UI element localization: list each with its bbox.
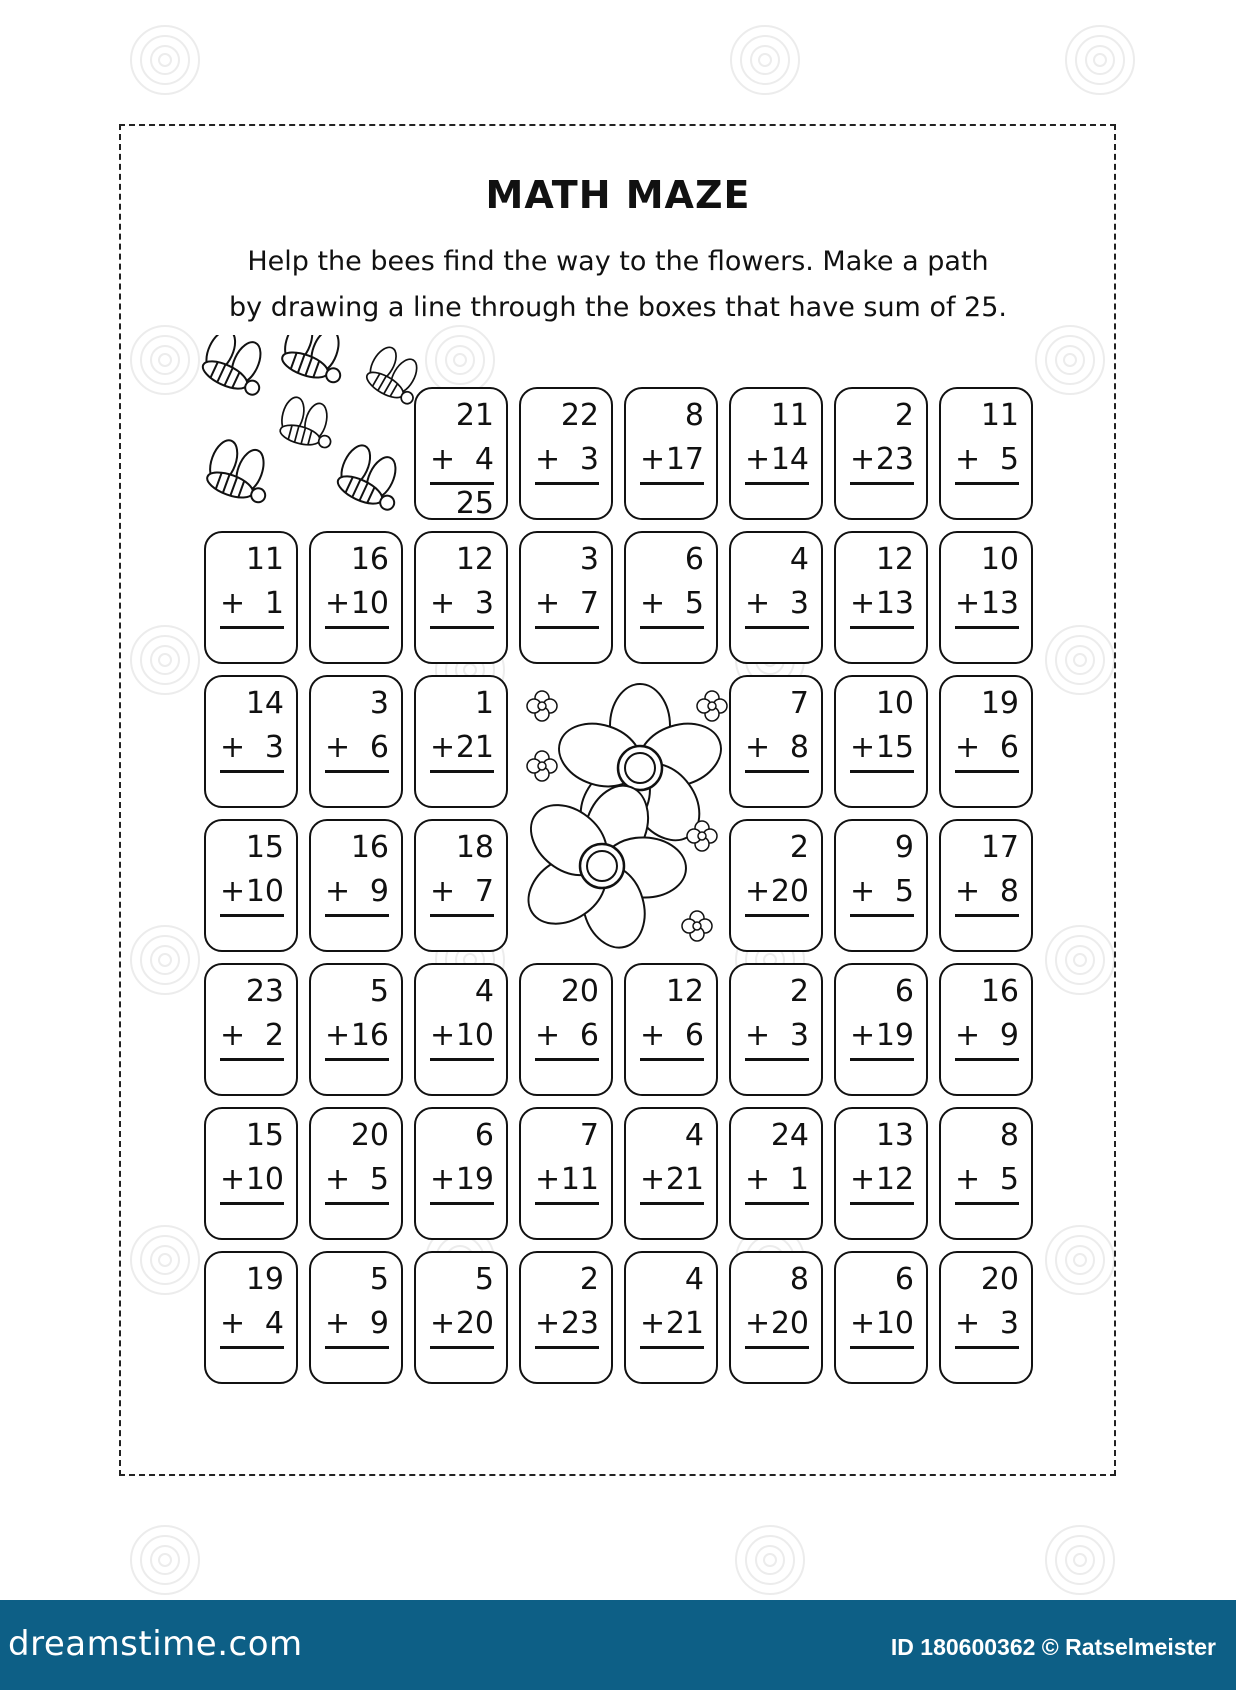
maze-cell[interactable] — [204, 675, 298, 808]
maze-cell[interactable] — [729, 963, 823, 1096]
addend-2: 3 — [999, 1306, 1019, 1341]
plus-sign: + — [955, 1306, 981, 1341]
plus-sign: + — [430, 586, 456, 621]
flowers-illustration — [522, 676, 730, 958]
addend-2: 13 — [980, 586, 1019, 621]
footer-bar — [0, 1600, 1236, 1690]
addend-1: 11 — [770, 398, 809, 433]
plus-sign: + — [220, 1306, 246, 1341]
addend-2: 7 — [579, 586, 599, 621]
addend-1: 7 — [579, 1118, 599, 1153]
maze-cell[interactable] — [624, 1251, 718, 1384]
addend-2: 21 — [455, 730, 494, 765]
maze-cell[interactable] — [414, 963, 508, 1096]
maze-cell[interactable] — [519, 531, 613, 664]
addend-2: 9 — [999, 1018, 1019, 1053]
maze-cell[interactable] — [309, 819, 403, 952]
addend-2: 3 — [789, 586, 809, 621]
addend-1: 17 — [980, 830, 1019, 865]
sum-line — [955, 1202, 1019, 1205]
maze-cell[interactable] — [834, 1107, 928, 1240]
maze-cell[interactable] — [624, 531, 718, 664]
maze-cell[interactable] — [204, 531, 298, 664]
sum-line — [430, 914, 494, 917]
maze-cell[interactable] — [834, 1251, 928, 1384]
sum-line — [850, 1058, 914, 1061]
page-title: MATH MAZE — [485, 173, 751, 217]
sum-line — [955, 1346, 1019, 1349]
addend-2: 23 — [560, 1306, 599, 1341]
plus-sign: + — [535, 1162, 561, 1197]
plus-sign: + — [850, 1018, 876, 1053]
addend-1: 15 — [245, 1118, 284, 1153]
maze-cell[interactable] — [204, 1107, 298, 1240]
addend-2: 6 — [999, 730, 1019, 765]
plus-sign: + — [535, 442, 561, 477]
plus-sign: + — [325, 730, 351, 765]
addend-2: 3 — [579, 442, 599, 477]
maze-cell[interactable] — [939, 963, 1033, 1096]
maze-cell[interactable] — [309, 531, 403, 664]
sum-line — [955, 482, 1019, 485]
sum-line — [745, 1346, 809, 1349]
plus-sign: + — [745, 1018, 771, 1053]
sum-line — [850, 914, 914, 917]
sum-line — [955, 770, 1019, 773]
maze-cell[interactable] — [204, 819, 298, 952]
maze-cell[interactable] — [939, 387, 1033, 520]
maze-cell[interactable] — [309, 963, 403, 1096]
plus-sign: + — [640, 1306, 666, 1341]
addend-1: 16 — [980, 974, 1019, 1009]
addend-2: 3 — [264, 730, 284, 765]
sum-line — [745, 482, 809, 485]
maze-cell[interactable] — [729, 675, 823, 808]
plus-sign: + — [430, 730, 456, 765]
plus-sign: + — [220, 1162, 246, 1197]
addend-2: 6 — [684, 1018, 704, 1053]
maze-cell[interactable] — [939, 531, 1033, 664]
sum-line — [640, 1346, 704, 1349]
addend-2: 5 — [999, 1162, 1019, 1197]
sum-line — [430, 626, 494, 629]
addend-2: 12 — [875, 1162, 914, 1197]
addend-1: 19 — [245, 1262, 284, 1297]
sum-line — [745, 626, 809, 629]
addend-1: 11 — [980, 398, 1019, 433]
maze-cell[interactable] — [834, 387, 928, 520]
site-logo[interactable]: dreamstime.com — [8, 1624, 303, 1664]
maze-cell[interactable] — [729, 1251, 823, 1384]
addend-1: 19 — [980, 686, 1019, 721]
sum-line — [955, 914, 1019, 917]
maze-cell[interactable] — [414, 675, 508, 808]
plus-sign: + — [325, 586, 351, 621]
addend-1: 5 — [369, 974, 389, 1009]
maze-cell[interactable] — [414, 387, 508, 520]
plus-sign: + — [955, 874, 981, 909]
maze-cell[interactable] — [309, 1107, 403, 1240]
plus-sign: + — [955, 1162, 981, 1197]
addend-1: 20 — [350, 1118, 389, 1153]
sum-line — [850, 1202, 914, 1205]
sum-line — [850, 770, 914, 773]
addend-1: 16 — [350, 542, 389, 577]
plus-sign: + — [640, 442, 666, 477]
addend-1: 18 — [455, 830, 494, 865]
addend-2: 7 — [474, 874, 494, 909]
addend-1: 7 — [789, 686, 809, 721]
plus-sign: + — [535, 586, 561, 621]
maze-cell[interactable] — [834, 963, 928, 1096]
sum-line — [535, 626, 599, 629]
addend-2: 1 — [264, 586, 284, 621]
plus-sign: + — [430, 1306, 456, 1341]
plus-sign: + — [745, 730, 771, 765]
addend-1: 13 — [875, 1118, 914, 1153]
plus-sign: + — [220, 1018, 246, 1053]
addend-2: 15 — [875, 730, 914, 765]
addend-1: 6 — [894, 1262, 914, 1297]
plus-sign: + — [430, 1162, 456, 1197]
plus-sign: + — [325, 874, 351, 909]
addend-2: 17 — [665, 442, 704, 477]
addend-2: 1 — [789, 1162, 809, 1197]
sum-line — [325, 626, 389, 629]
maze-cell[interactable] — [729, 531, 823, 664]
plus-sign: + — [640, 586, 666, 621]
maze-cell[interactable] — [519, 1107, 613, 1240]
addend-1: 2 — [579, 1262, 599, 1297]
addend-1: 6 — [474, 1118, 494, 1153]
plus-sign: + — [745, 442, 771, 477]
sum-line — [430, 770, 494, 773]
maze-cell[interactable] — [519, 963, 613, 1096]
addend-2: 6 — [579, 1018, 599, 1053]
addend-1: 3 — [369, 686, 389, 721]
maze-cell[interactable] — [309, 1251, 403, 1384]
addend-2: 5 — [894, 874, 914, 909]
sum-line — [325, 914, 389, 917]
addend-2: 8 — [789, 730, 809, 765]
addend-2: 6 — [369, 730, 389, 765]
sum-line — [430, 482, 494, 485]
maze-cell[interactable] — [309, 675, 403, 808]
plus-sign: + — [535, 1018, 561, 1053]
maze-cell[interactable] — [204, 963, 298, 1096]
sum-line — [430, 1346, 494, 1349]
addend-1: 3 — [579, 542, 599, 577]
maze-cell[interactable] — [204, 1251, 298, 1384]
plus-sign: + — [430, 874, 456, 909]
sum-line — [220, 1346, 284, 1349]
sum-line — [430, 1058, 494, 1061]
addend-2: 10 — [875, 1306, 914, 1341]
maze-cell[interactable] — [519, 387, 613, 520]
plus-sign: + — [535, 1306, 561, 1341]
addend-1: 23 — [245, 974, 284, 1009]
plus-sign: + — [955, 1018, 981, 1053]
addend-1: 4 — [789, 542, 809, 577]
addend-1: 2 — [789, 974, 809, 1009]
plus-sign: + — [850, 1306, 876, 1341]
addend-2: 11 — [560, 1162, 599, 1197]
addend-2: 5 — [999, 442, 1019, 477]
plus-sign: + — [745, 586, 771, 621]
maze-cell[interactable] — [624, 963, 718, 1096]
addend-2: 5 — [369, 1162, 389, 1197]
plus-sign: + — [850, 730, 876, 765]
maze-cell[interactable] — [729, 1107, 823, 1240]
sum-line — [325, 770, 389, 773]
maze-cell[interactable] — [624, 387, 718, 520]
sum-line — [325, 1202, 389, 1205]
plus-sign: + — [640, 1018, 666, 1053]
sum-line — [430, 1202, 494, 1205]
addend-2: 2 — [264, 1018, 284, 1053]
addend-1: 21 — [455, 398, 494, 433]
addend-1: 14 — [245, 686, 284, 721]
instructions-line-2: by drawing a line through the boxes that have sum of 25. — [229, 292, 1007, 323]
addend-1: 22 — [560, 398, 599, 433]
addend-1: 12 — [665, 974, 704, 1009]
small-flower-icon — [527, 691, 557, 721]
plus-sign: + — [220, 874, 246, 909]
addend-1: 9 — [894, 830, 914, 865]
addend-1: 20 — [560, 974, 599, 1009]
addend-2: 8 — [999, 874, 1019, 909]
plus-sign: + — [850, 1162, 876, 1197]
addend-1: 6 — [684, 542, 704, 577]
addend-2: 9 — [369, 1306, 389, 1341]
addend-1: 20 — [980, 1262, 1019, 1297]
sum-line — [640, 1058, 704, 1061]
sum-line — [850, 1346, 914, 1349]
maze-cell[interactable] — [939, 1251, 1033, 1384]
addend-2: 20 — [770, 1306, 809, 1341]
addend-2: 20 — [770, 874, 809, 909]
addend-2: 16 — [350, 1018, 389, 1053]
addend-2: 23 — [875, 442, 914, 477]
maze-cell[interactable] — [834, 819, 928, 952]
addend-2: 10 — [455, 1018, 494, 1053]
plus-sign: + — [745, 874, 771, 909]
plus-sign: + — [220, 730, 246, 765]
sum-line — [535, 1058, 599, 1061]
maze-cell[interactable] — [729, 387, 823, 520]
maze-cell[interactable] — [834, 531, 928, 664]
maze-cell[interactable] — [624, 1107, 718, 1240]
plus-sign: + — [220, 586, 246, 621]
sum-line — [220, 1202, 284, 1205]
addend-1: 11 — [245, 542, 284, 577]
addend-1: 8 — [999, 1118, 1019, 1153]
addend-1: 2 — [894, 398, 914, 433]
image-credit: ID 180600362 © Ratselmeister — [890, 1634, 1216, 1660]
sum-line — [325, 1346, 389, 1349]
addend-2: 19 — [455, 1162, 494, 1197]
addend-1: 10 — [875, 686, 914, 721]
small-flower-icon — [697, 691, 727, 721]
addend-2: 3 — [474, 586, 494, 621]
addend-2: 20 — [455, 1306, 494, 1341]
addend-1: 8 — [684, 398, 704, 433]
sum-line — [220, 770, 284, 773]
maze-cell[interactable] — [729, 819, 823, 952]
addend-1: 4 — [684, 1262, 704, 1297]
sum-line — [640, 1202, 704, 1205]
addend-1: 16 — [350, 830, 389, 865]
plus-sign: + — [955, 442, 981, 477]
sum-line — [850, 626, 914, 629]
plus-sign: + — [850, 442, 876, 477]
sum-line — [535, 1346, 599, 1349]
plus-sign: + — [325, 1162, 351, 1197]
addend-1: 2 — [789, 830, 809, 865]
sum-line — [325, 1058, 389, 1061]
sum-line — [745, 1058, 809, 1061]
maze-cell[interactable] — [939, 819, 1033, 952]
maze-cell[interactable] — [414, 1251, 508, 1384]
plus-sign: + — [850, 874, 876, 909]
addend-1: 15 — [245, 830, 284, 865]
instructions-line-1: Help the bees find the way to the flowers. Make a path — [247, 246, 989, 277]
maze-cell[interactable] — [414, 819, 508, 952]
plus-sign: + — [430, 1018, 456, 1053]
plus-sign: + — [745, 1306, 771, 1341]
maze-cell[interactable] — [939, 675, 1033, 808]
addend-1: 1 — [474, 686, 494, 721]
plus-sign: + — [745, 1162, 771, 1197]
plus-sign: + — [955, 730, 981, 765]
addend-2: 4 — [264, 1306, 284, 1341]
addend-1: 24 — [770, 1118, 809, 1153]
addend-2: 14 — [770, 442, 809, 477]
addend-2: 21 — [665, 1306, 704, 1341]
maze-cell[interactable] — [414, 531, 508, 664]
plus-sign: + — [325, 1018, 351, 1053]
addend-1: 4 — [684, 1118, 704, 1153]
plus-sign: + — [430, 442, 456, 477]
addend-2: 10 — [245, 1162, 284, 1197]
maze-cell[interactable] — [834, 675, 928, 808]
sum-line — [850, 482, 914, 485]
small-flower-icon — [682, 911, 712, 941]
addend-2: 3 — [789, 1018, 809, 1053]
sum-line — [745, 914, 809, 917]
sum-line — [220, 914, 284, 917]
sum-line — [220, 626, 284, 629]
addend-1: 10 — [980, 542, 1019, 577]
sum-line — [955, 626, 1019, 629]
addend-2: 19 — [875, 1018, 914, 1053]
maze-cell[interactable] — [519, 1251, 613, 1384]
addend-1: 8 — [789, 1262, 809, 1297]
plus-sign: + — [325, 1306, 351, 1341]
sum-line — [640, 626, 704, 629]
sum-line — [220, 1058, 284, 1061]
addend-1: 4 — [474, 974, 494, 1009]
addend-2: 9 — [369, 874, 389, 909]
addend-2: 10 — [350, 586, 389, 621]
addend-2: 10 — [245, 874, 284, 909]
maze-cell[interactable] — [414, 1107, 508, 1240]
plus-sign: + — [640, 1162, 666, 1197]
addend-2: 5 — [684, 586, 704, 621]
addend-1: 5 — [474, 1262, 494, 1297]
maze-cell[interactable] — [939, 1107, 1033, 1240]
addend-2: 4 — [474, 442, 494, 477]
addend-1: 6 — [894, 974, 914, 1009]
sum-line — [640, 482, 704, 485]
plus-sign: + — [850, 586, 876, 621]
addend-1: 5 — [369, 1262, 389, 1297]
sum-answer: 25 — [455, 486, 494, 521]
addend-2: 13 — [875, 586, 914, 621]
plus-sign: + — [955, 586, 981, 621]
sum-line — [955, 1058, 1019, 1061]
sum-line — [535, 1202, 599, 1205]
sum-line — [535, 482, 599, 485]
sum-line — [745, 770, 809, 773]
addend-1: 12 — [875, 542, 914, 577]
addend-2: 21 — [665, 1162, 704, 1197]
small-flower-icon — [527, 751, 557, 781]
addend-1: 12 — [455, 542, 494, 577]
sum-line — [745, 1202, 809, 1205]
